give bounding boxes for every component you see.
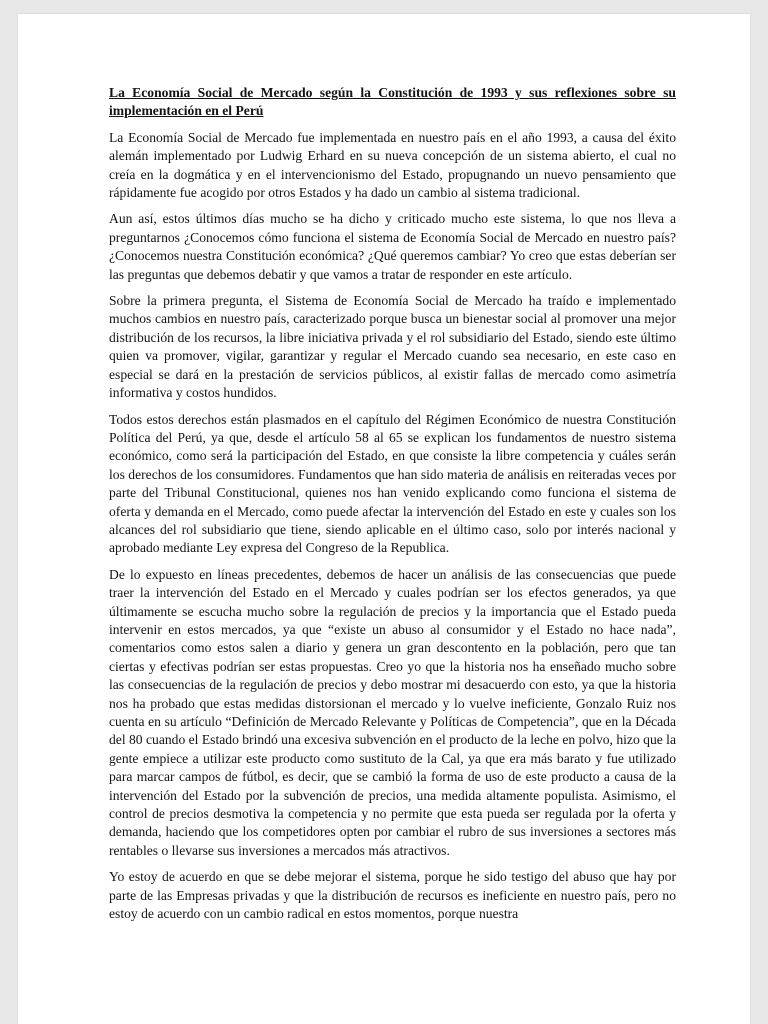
- paragraph-analysis: De lo expuesto en líneas precedentes, debemos de hacer un análisis de las consecuencias que puede traer la intervención del Estado en el Mercado y cuales podrían ser los efectos generados, ya que últimamente se escucha mucho sobre la regulación de precios y la importancia que el Estado pueda intervenir en estos mercados, ya que “existe un abuso al consumidor y el Estado no hace nada”, comentarios como estos salen a diario y genera un gran descontento en la población, pero que tan ciertas y efectivas podrían ser estas propuestas. Creo yo que la historia nos ha enseñado mucho sobre las consecuencias de la regulación de precios y debo mostrar mi desacuerdo con esto, ya que la historia nos ha probado que estas medidas distorsionan el mercado y lo vuelve ineficiente, Gonzalo Ruiz nos cuenta en su artículo “Definición de Mercado Relevante y Políticas de Competencia”, que en la Década del 80 cuando el Estado brindó una excesiva subvención en el producto de la leche en polvo, hizo que la gente empiece a utilizar este producto como sustituto de la Cal, ya que era más barato y fue utilizado para marcar campos de fútbol, es decir, que se cambió la forma de uso de este producto a causa de la intervención del Estado por la subvención de precios, una medida altamente populista. Asimismo, el control de precios desmotiva la competencia y no permite que esta pueda ser regulada por la oferta y demanda, haciendo que los competidores opten por cambiar el rubro de sus inversiones a sectores más rentables o llevarse sus inversiones a mercados más atractivos.: [109, 566, 676, 858]
- paragraph-conclusion: Yo estoy de acuerdo en que se debe mejorar el sistema, porque he sido testigo del abuso que hay por parte de las Empresas privadas y que la distribución de recursos es ineficiente en nuestro país, pero no estoy de acuerdo con un cambio radical en estos momentos, porque nuestra: [109, 869, 676, 922]
- document-title: La Economía Social de Mercado según la Constitución de 1993 y sus reflexiones sobre su implementación en el Perú: [109, 85, 676, 119]
- paragraph-intro: La Economía Social de Mercado fue implementada en nuestro país en el año 1993, a causa del éxito alemán implementado por Ludwig Erhard en su nueva concepción de un sistema abierto, el cual no creía en la dogmática y en el intervencionismo del Estado, propugnando un nuevo pensamiento que rápidamente fue acogido por otros Estados y ha dado un cambio al sistema tradicional.: [109, 129, 676, 201]
- paragraph-first-answer: Sobre la primera pregunta, el Sistema de Economía Social de Mercado ha traído e implementado muchos cambios en nuestro país, caracterizado porque busca un bienestar social al promover una mejor distribución de los recursos, la libre iniciativa privada y el rol subsidiario del Estado, siendo este último quien va promover, vigilar, garantizar y regular el Mercado cuando sea necesario, en este caso en especial se dará en la prestación de servicios públicos, al existir fallas de mercado como asimetría informativa y costos hundidos.: [109, 293, 676, 401]
- document-body: [109, 84, 676, 931]
- paragraph-questions: Aun así, estos últimos días mucho se ha dicho y criticado mucho este sistema, lo que nos lleva a preguntarnos ¿Conocemos cómo funciona el sistema de Economía Social de Mercado en nuestro país? ¿Conocemos nuestra Constitución económica? ¿Qué queremos cambiar? Yo creo que estas deberían ser las preguntas que debemos debatir y que vamos a tratar de responder en este artículo.: [109, 211, 676, 282]
- paragraph-constitution: Todos estos derechos están plasmados en el capítulo del Régimen Económico de nuestra Constitución Política del Perú, ya que, desde el artículo 58 al 65 se explican los fundamentos de nuestro sistema económico, como será la participación del Estado, en que consiste la libre competencia y cuáles serán los derechos de los consumidores. Fundamentos que han sido materia de análisis en reiteradas veces por parte del Tribunal Constitucional, quienes nos han venido explicando como funciona el sistema de oferta y demanda en el Mercado, como puede afectar la intervención del Estado en este y cuales son los alcances del rol subsidiario que tiene, siendo aplicable en el último caso, solo por interés nacional y aprobado mediante Ley expresa del Congreso de la Republica.: [109, 411, 676, 556]
- document-page: [18, 14, 750, 1024]
